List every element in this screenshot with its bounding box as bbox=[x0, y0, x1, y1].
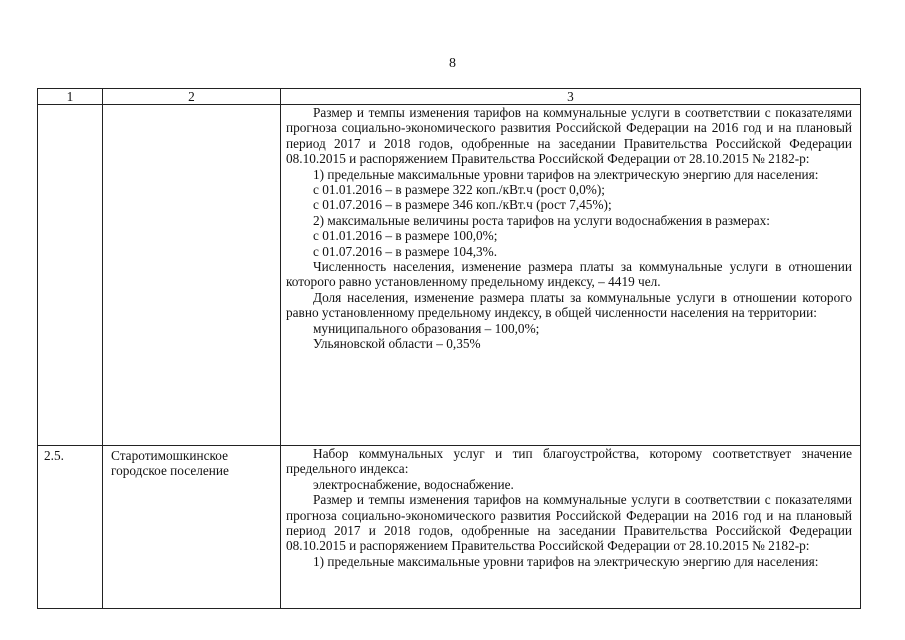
row-number bbox=[38, 105, 103, 446]
paragraph: муниципального образования – 100,0%; bbox=[313, 320, 540, 336]
table-row bbox=[38, 105, 861, 446]
paragraph: Численность населения, изменение размера платы за коммунальные услуги в отношении которого равно установленному предельному индексу, – 4419 чел. bbox=[286, 259, 852, 290]
column-header-3: 3 bbox=[281, 89, 861, 105]
paragraph: Ульяновской области – 0,35% bbox=[313, 336, 481, 352]
table-row bbox=[38, 446, 861, 609]
paragraph: Размер и темпы изменения тарифов на коммунальные услуги в соответствии с показателями прогноза социально-экономического развития Российской Федерации на 2016 год и на плановый период 2017 и 2018 годов, одобренные на заседании Правительства Российской Федерации 08.10.2015 и распоряжением Правительства Российской Федерации от 28.10.2015 № 2182-р: bbox=[286, 105, 852, 167]
tariff-table bbox=[37, 88, 861, 609]
row-name bbox=[103, 105, 281, 446]
paragraph: электроснабжение, водоснабжение. bbox=[313, 476, 514, 492]
paragraph: 1) предельные максимальные уровни тарифов на электрическую энергию для населения: bbox=[313, 166, 819, 182]
paragraph: с 01.01.2016 – в размере 322 коп./кВт.ч (рост 0,0%); bbox=[313, 182, 605, 198]
paragraph: Набор коммунальных услуг и тип благоустройства, которому соответствует значение предельного индекса: bbox=[286, 446, 852, 477]
paragraph: с 01.07.2016 – в размере 104,3%. bbox=[313, 243, 498, 259]
page-number: 8 bbox=[449, 56, 456, 71]
paragraph: с 01.01.2016 – в размере 100,0%; bbox=[313, 228, 498, 244]
paragraph: Размер и темпы изменения тарифов на коммунальные услуги в соответствии с показателями прогноза социально-экономического развития Российской Федерации на 2016 год и на плановый период 2017 и 2018 годов, одобренные на заседании Правительства Российской Федерации 08.10.2015 и распоряжением Правительства Российской Федерации от 28.10.2015 № 2182-р: bbox=[286, 492, 852, 554]
paragraph: Доля населения, изменение размера платы за коммунальные услуги в отношении которого равно установленному предельному индексу, в общей численности населения на территории: bbox=[286, 289, 852, 321]
paragraph: с 01.07.2016 – в размере 346 коп./кВт.ч (рост 7,45%); bbox=[313, 197, 612, 213]
table-header-row bbox=[38, 89, 861, 105]
row-number: 2.5. bbox=[38, 446, 103, 609]
paragraph: 2) максимальные величины роста тарифов на услуги водоснабжения в размерах: bbox=[313, 212, 770, 228]
column-header-2: 2 bbox=[103, 89, 281, 105]
paragraph: 1) предельные максимальные уровни тарифов на электрическую энергию для населения: bbox=[313, 553, 819, 569]
row-description bbox=[281, 105, 861, 446]
column-header-1: 1 bbox=[38, 89, 103, 105]
row-name: Старотимошкинское городское поселение bbox=[103, 446, 281, 609]
row-description bbox=[281, 446, 861, 609]
